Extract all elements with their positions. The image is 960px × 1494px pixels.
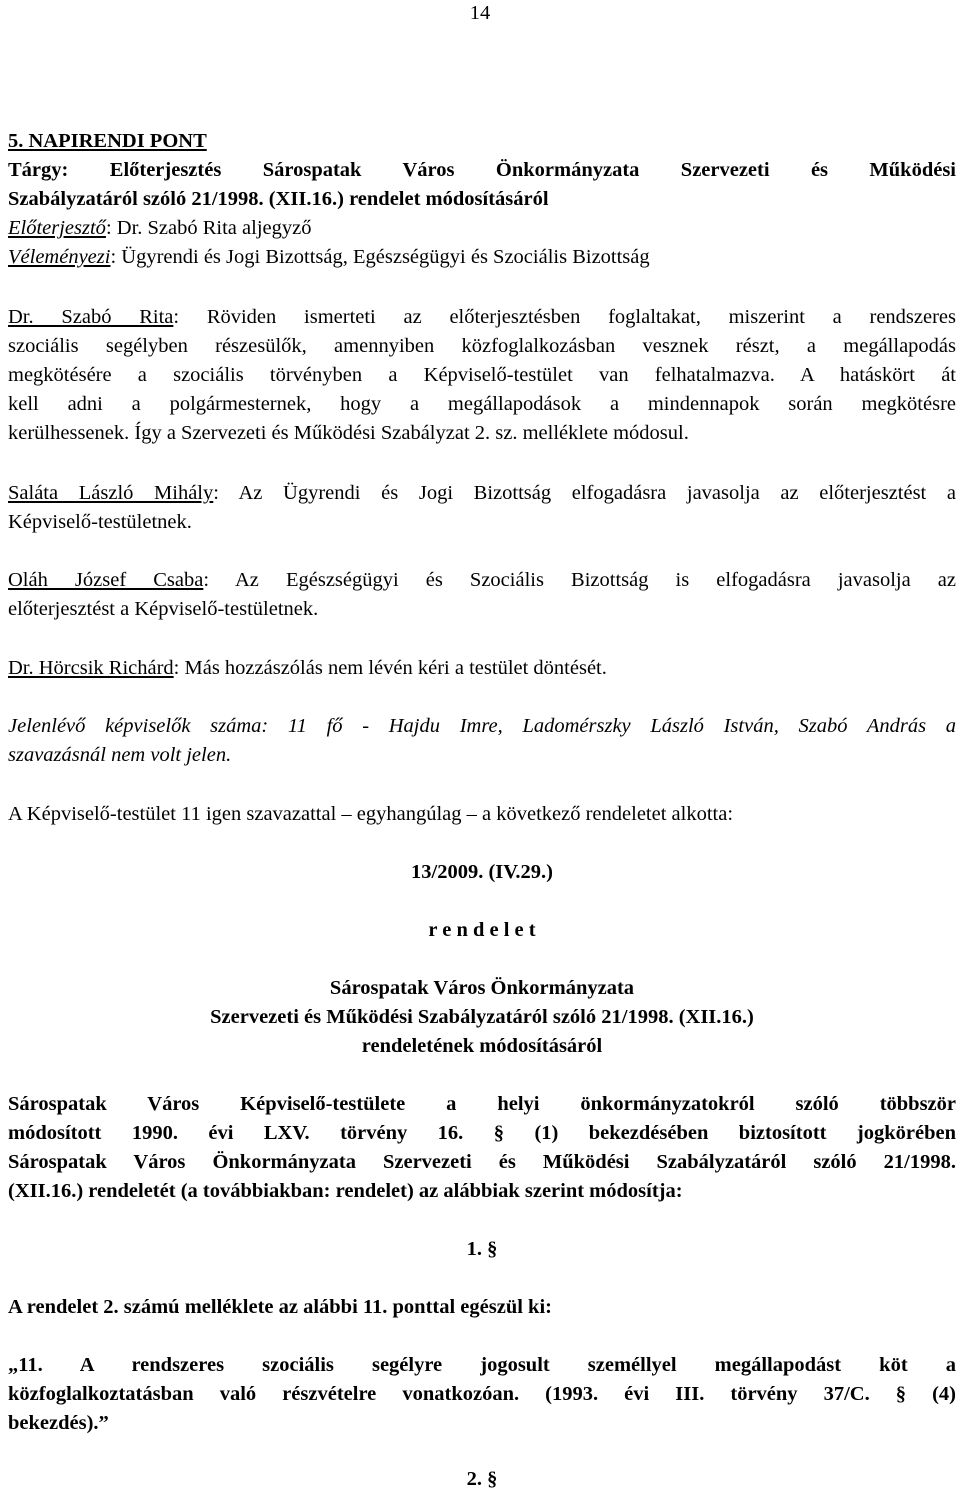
para1-speaker: Dr. Szabó Rita [8, 306, 174, 328]
agenda-subject-line-2: Szabályzatáról szóló 21/1998. (XII.16.) rendelet módosításáról [8, 188, 549, 210]
para2-line2: Képviselő-testületnek. [8, 511, 192, 533]
para3-speaker: Oláh József Csaba [8, 569, 204, 591]
preamble-line1: Sárospatak Város Képviselő-testülete a helyi önkormányzatokról szóló többször [8, 1093, 956, 1115]
para2-line1 [8, 479, 956, 508]
para2-speaker: Saláta László Mihály [8, 482, 214, 504]
decree-title-1: Sárospatak Város Önkormányzata [329, 977, 635, 999]
decree-number: 13/2009. (IV.29.) [411, 861, 553, 883]
section-2-heading: 2. § [466, 1468, 498, 1490]
para4-text: : Más hozzászólás nem lévén kéri a testület döntését. [173, 657, 607, 679]
preamble-line2: módosított 1990. évi LXV. törvény 16. § (1) bekezdésében biztosított jogkörében [8, 1122, 956, 1144]
presenter-value: : Dr. Szabó Rita aljegyző [105, 217, 312, 239]
preamble-line3: Sárospatak Város Önkormányzata Szervezeti és Működési Szabályzatáról szóló 21/1998. [8, 1151, 956, 1173]
agenda-subject-line [8, 156, 956, 185]
presenter-line [8, 214, 956, 243]
para2-line1-text: : Az Ügyrendi és Jogi Bizottság elfogadásra javasolja az előterjesztést a [213, 482, 957, 504]
quote-line2: közfoglalkoztatásban való részvételre vonatkozóan. (1993. évi III. törvény 37/C. § (4) [8, 1383, 956, 1405]
agenda-heading: 5. NAPIRENDI PONT [8, 130, 207, 152]
subject-label: Tárgy: [8, 159, 69, 181]
decree-title-2: Szervezeti és Működési Szabályzatáról szóló 21/1998. (XII.16.) [210, 1006, 754, 1028]
presenter-label: Előterjesztő [8, 217, 106, 239]
reviewer-value: : Ügyrendi és Jogi Bizottság, Egészségügyi és Szociális Bizottság [110, 246, 650, 268]
section-1-heading: 1. § [466, 1238, 498, 1260]
reviewer-line [8, 243, 956, 272]
para3-line2: előterjesztést a Képviselő-testületnek. [8, 598, 319, 620]
attendance-line1: Jelenlévő képviselők száma: 11 fő - Hajdu Imre, Ladomérszky László István, Szabó András a [8, 715, 956, 737]
para1-line5: kerülhessenek. Így a Szervezeti és Működési Szabályzat 2. sz. melléklete módosul. [8, 422, 689, 444]
para4-speaker: Dr. Hörcsik Richárd [8, 657, 174, 679]
quote-line3: bekezdés).” [8, 1412, 109, 1434]
para3-line1 [8, 566, 956, 595]
decree-title-3: rendeletének módosításáról [361, 1035, 603, 1057]
para1-line1 [8, 303, 956, 332]
para1-line4: kell adni a polgármesternek, hogy a megállapodások a mindennapok során megkötésre [8, 393, 956, 415]
page-number: 14 [469, 2, 491, 24]
decree-word: r e n d e l e t [428, 919, 536, 941]
para4-line [8, 654, 956, 683]
subject-text: Előterjesztés Sárospatak Város Önkormányzata Szervezeti és Működési [109, 159, 957, 181]
attendance-line2: szavazásnál nem volt jelen. [8, 744, 232, 766]
para3-line1-text: : Az Egészségügyi és Szociális Bizottság is elfogadásra javasolja az [203, 569, 956, 591]
section-1-text: A rendelet 2. számú melléklete az alábbi 11. ponttal egészül ki: [8, 1296, 552, 1318]
vote-line: A Képviselő-testület 11 igen szavazattal – egyhangúlag – a következő rendeletet alkotta: [8, 803, 734, 825]
reviewer-label: Véleményezi [8, 246, 111, 268]
para1-line2: szociális segélyben részesülők, amennyiben közfoglalkozásban vesznek részt, a megállapodás [8, 335, 956, 357]
para1-line1-text: : Röviden ismerteti az előterjesztésben foglaltakat, miszerint a rendszeres [173, 306, 956, 328]
quote-line1: „11. A rendszeres szociális segélyre jogosult személlyel megállapodást köt a [8, 1354, 956, 1376]
preamble-line4: (XII.16.) rendeletét (a továbbiakban: rendelet) az alábbiak szerint módosítja: [8, 1180, 683, 1202]
para1-line3: megkötésére a szociális törvényben a Képviselő-testület van felhatalmazva. A hatáskört át [8, 364, 956, 386]
